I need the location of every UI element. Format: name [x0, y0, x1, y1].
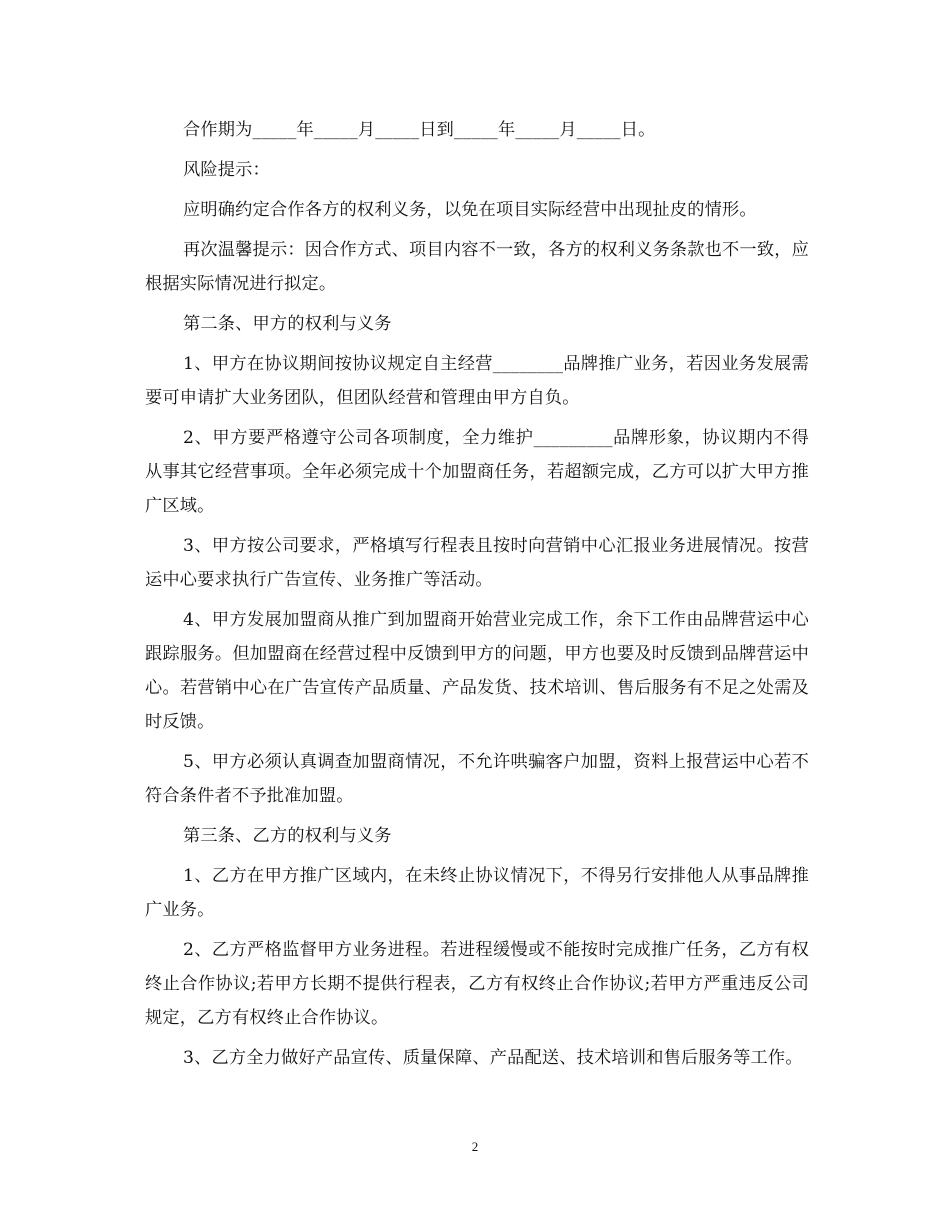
article-two-heading: 第二条、甲方的权利与义务 [183, 314, 392, 334]
article-three-clause-2: 2、乙方严格监督甲方业务进程。若进程缓慢或不能按时完成推广任务，乙方有权终止合作协议;若甲方长期不提供行程表，乙方有权终止合作协议;若甲方严重违反公司规定，乙方有权终止合作协议。 [145, 940, 809, 1028]
article-two-clause-2: 2、甲方要严格遵守公司各项制度，全力维护_________品牌形象，协议期内不得从事其它经营事项。全年必须完成十个加盟商任务，若超额完成，乙方可以扩大甲方推广区域。 [145, 428, 809, 516]
article-two-clause-1: 1、甲方在协议期间按协议规定自主经营________品牌推广业务，若因业务发展需要可申请扩大业务团队，但团队经营和管理由甲方自负。 [145, 354, 809, 408]
risk-notice-heading: 风险提示： [183, 160, 270, 180]
article-two-clause-5: 5、甲方必须认真调查加盟商情况，不允许哄骗客户加盟，资料上报营运中心若不符合条件者不予批准加盟。 [145, 752, 809, 806]
article-three-heading: 第三条、乙方的权利与义务 [183, 826, 392, 846]
article-three-clause-3: 3、乙方全力做好产品宣传、质量保障、产品配送、技术培训和售后服务等工作。 [183, 1048, 803, 1068]
article-three-clause-1: 1、乙方在甲方推广区域内，在未终止协议情况下，不得另行安排他人从事品牌推广业务。 [145, 866, 809, 920]
page-number: 2 [471, 1139, 479, 1154]
article-two-clause-3: 3、甲方按公司要求，严格填写行程表且按时向营销中心汇报业务进展情况。按营运中心要求执行广告宣传、业务推广等活动。 [145, 536, 809, 590]
document-body [145, 113, 809, 1081]
reminder-paragraph: 再次温馨提示：因合作方式、项目内容不一致，各方的权利义务条款也不一致，应根据实际情况进行拟定。 [145, 240, 809, 294]
risk-notice-paragraph: 应明确约定合作各方的权利义务，以免在项目实际经营中出现扯皮的情形。 [183, 200, 757, 220]
article-two-clause-4: 4、甲方发展加盟商从推广到加盟商开始营业完成工作，余下工作由品牌营运中心跟踪服务。但加盟商在经营过程中反馈到甲方的问题，甲方也要及时反馈到品牌营运中心。若营销中心在广告宣传产品质量、产品发货、技术培训、售后服务有不足之处需及时反馈。 [145, 610, 809, 732]
cooperation-period-paragraph: 合作期为_____年_____月_____日到_____年_____月_____日。 [183, 120, 656, 140]
